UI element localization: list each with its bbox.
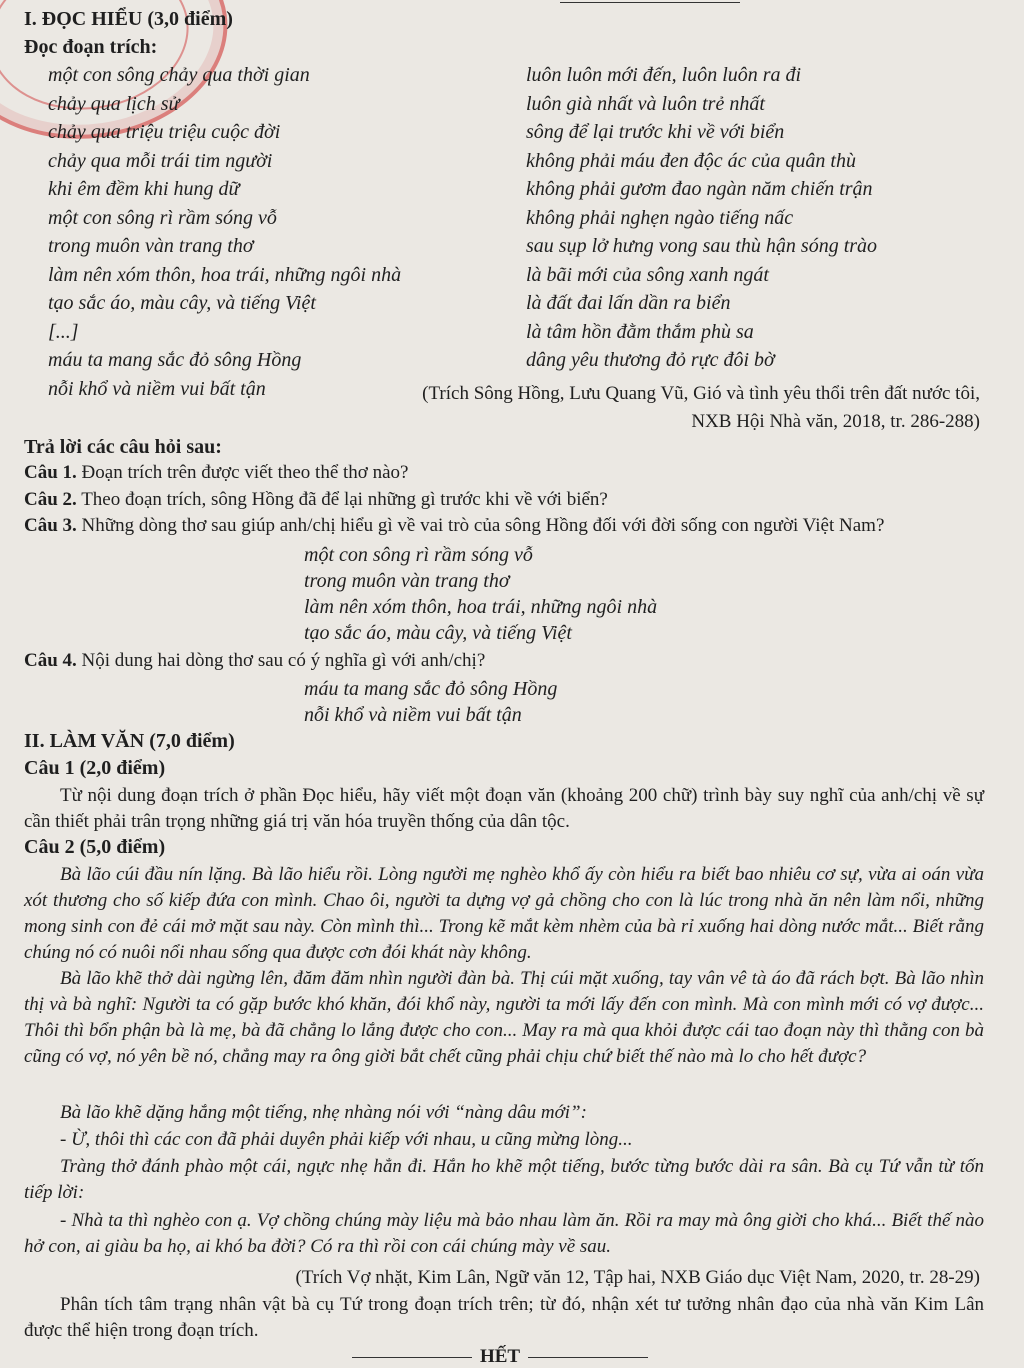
end-marker: HẾT [340,1346,660,1368]
poem-line: khi êm đềm khi hung dữ [48,178,240,200]
questions-title: Trả lời các câu hỏi sau: [24,436,222,458]
poem-line: một con sông chảy qua thời gian [48,64,310,86]
poem-line: dâng yêu thương đỏ rực đôi bờ [526,349,775,371]
excerpt-citation: (Trích Vợ nhặt, Kim Lân, Ngữ văn 12, Tập hai, NXB Giáo dục Việt Nam, 2020, tr. 28-29) [295,1267,980,1288]
poem-line: sông để lại trước khi về với biển [526,121,785,143]
poem-line: trong muôn vàn trang thơ [48,235,254,257]
excerpt-paragraph-5: Tràng thở đánh phào một cái, ngực nhẹ hẳn đi. Hắn ho khẽ một tiếng, bước từng bước dài ra sân. Bà cụ Tứ vẫn từ tốn tiếp lời: [24,1156,984,1203]
poem-line: không phải gươm đao ngàn năm chiến trận [526,178,873,200]
question-4-quote: máu ta mang sắc đỏ sông Hồng nỗi khổ và niềm vui bất tận [304,678,558,726]
poem-citation [422,380,980,436]
poem-line: máu ta mang sắc đỏ sông Hồng [48,349,302,371]
excerpt-paragraph-6: - Nhà ta thì nghèo con ạ. Vợ chồng chúng mày liệu mà bảo nhau làm ăn. Rồi ra may mà ông giời cho khá... Biết thế nào hở con, ai giàu ba họ, ai khó ba đời? Có ra thì rồi con cái chúng mày về sau. [24,1210,984,1257]
poem-line: sau sụp lở hưng vong sau thù hận sóng trào [526,235,878,257]
essay-2-label: Câu 2 (5,0 điểm) [24,836,166,858]
part1-heading: I. ĐỌC HIỂU (3,0 điểm) [24,8,233,30]
poem-right-column [526,61,877,375]
question-1: Câu 1. Đoạn trích trên được viết theo thể thơ nào? [24,462,409,483]
top-rule [560,2,740,3]
part2-heading: II. LÀM VĂN (7,0 điểm) [24,730,235,752]
poem-line: làm nên xóm thôn, hoa trái, những ngôi nhà [48,263,402,286]
excerpt-paragraph-3: Bà lão khẽ dặng hắng một tiếng, nhẹ nhàng nói với “nàng dâu mới”: [60,1102,587,1123]
poem-line: nỗi khổ và niềm vui bất tận [48,377,266,400]
poem-line: là đất đai lấn dần ra biển [526,292,731,314]
essay-1-prompt: Từ nội dung đoạn trích ở phần Đọc hiểu, hãy viết một đoạn văn (khoảng 200 chữ) trình bày suy nghĩ của anh/chị về sự cần thiết phải trân trọng những giá trị văn hóa truyền thống của dân tộc. [24,785,984,832]
poem-line: chảy qua triệu triệu cuộc đời [48,121,281,143]
poem-line: là tâm hồn đằm thắm phù sa [526,320,754,343]
poem-line: là bãi mới của sông xanh ngát [526,263,769,286]
excerpt-paragraph-2: Bà lão khẽ thở dài ngừng lên, đăm đăm nhìn người đàn bà. Thị cúi mặt xuống, tay vân vê tà áo đã rách bợt. Bà lão nhìn thị và bà nghĩ: Người ta có gặp bước khó khăn, đói khổ này, người ta mới lấy đến con mình. Mà con mình mới có vợ được... Thôi thì bổn phận bà là mẹ, bà đã chẳng lo lắng được cho con... May ra mà qua khỏi được cái tao đoạn này thì thằng con bà cũng có vợ, nó yên bề nó, chẳng may ra ông giời bắt chết cũng phải chịu chứ biết thế nào mà lo cho hết được? [24,968,984,1067]
poem-left-column [48,61,401,403]
poem-line: [...] [48,320,79,343]
question-4: Câu 4. Nội dung hai dòng thơ sau có ý nghĩa gì với anh/chị? [24,650,486,671]
citation-line-2: NXB Hội Nhà văn, 2018, tr. 286-288) [691,411,980,432]
question-3-quote: một con sông rì rầm sóng vỗ trong muôn vàn trang thơ làm nên xóm thôn, hoa trái, những ngôi nhà tạo sắc áo, màu cây, và tiếng Việt [304,544,658,644]
question-3: Câu 3. Những dòng thơ sau giúp anh/chị hiểu gì về vai trò của sông Hồng đối với đời sống con người Việt Nam? [24,515,885,536]
poem-line: tạo sắc áo, màu cây, và tiếng Việt [48,292,316,314]
poem-line: không phải máu đen độc ác của quân thù [526,149,856,172]
essay-1-label: Câu 1 (2,0 điểm) [24,757,166,779]
poem-line: chảy qua mỗi trái tim người [48,149,273,172]
question-2: Câu 2. Theo đoạn trích, sông Hồng đã để lại những gì trước khi về với biển? [24,489,608,510]
poem-line: không phải nghẹn ngào tiếng nấc [526,206,794,229]
poem-line: một con sông rì rầm sóng vỗ [48,206,277,229]
poem-line: luôn già nhất và luôn trẻ nhất [526,92,765,115]
essay-2-task: Phân tích tâm trạng nhân vật bà cụ Tứ trong đoạn trích trên; từ đó, nhận xét tư tưởng nhân đạo của nhà văn Kim Lân được thể hiện trong đoạn trích. [24,1294,984,1341]
poem-line: chảy qua lịch sử [48,92,180,115]
reading-intro: Đọc đoạn trích: [24,36,158,58]
poem-line: luôn luôn mới đến, luôn luôn ra đi [526,64,802,86]
excerpt-paragraph-4: - Ừ, thôi thì các con đã phải duyên phải kiếp với nhau, u cũng mừng lòng... [60,1129,633,1150]
citation-line-1: (Trích Sông Hồng, Lưu Quang Vũ, Gió và tình yêu thổi trên đất nước tôi, [422,383,980,404]
excerpt-paragraph-1: Bà lão cúi đầu nín lặng. Bà lão hiểu rồi. Lòng người mẹ nghèo khổ ấy còn hiểu ra biết bao nhiêu cơ sự, vừa ai oán vừa xót thương cho số kiếp đứa con mình. Chao ôi, người ta dựng vợ gả chồng cho con là lúc trong nhà ăn nên làm nổi, những mong sinh con đẻ cái mở mặt sau này. Còn mình thì... Trong kẽ mắt kèm nhèm của bà rỉ xuống hai dòng nước mắt... Biết rằng chúng nó có nuôi nổi nhau sống qua được cơn đói khát này không. [24,864,984,963]
